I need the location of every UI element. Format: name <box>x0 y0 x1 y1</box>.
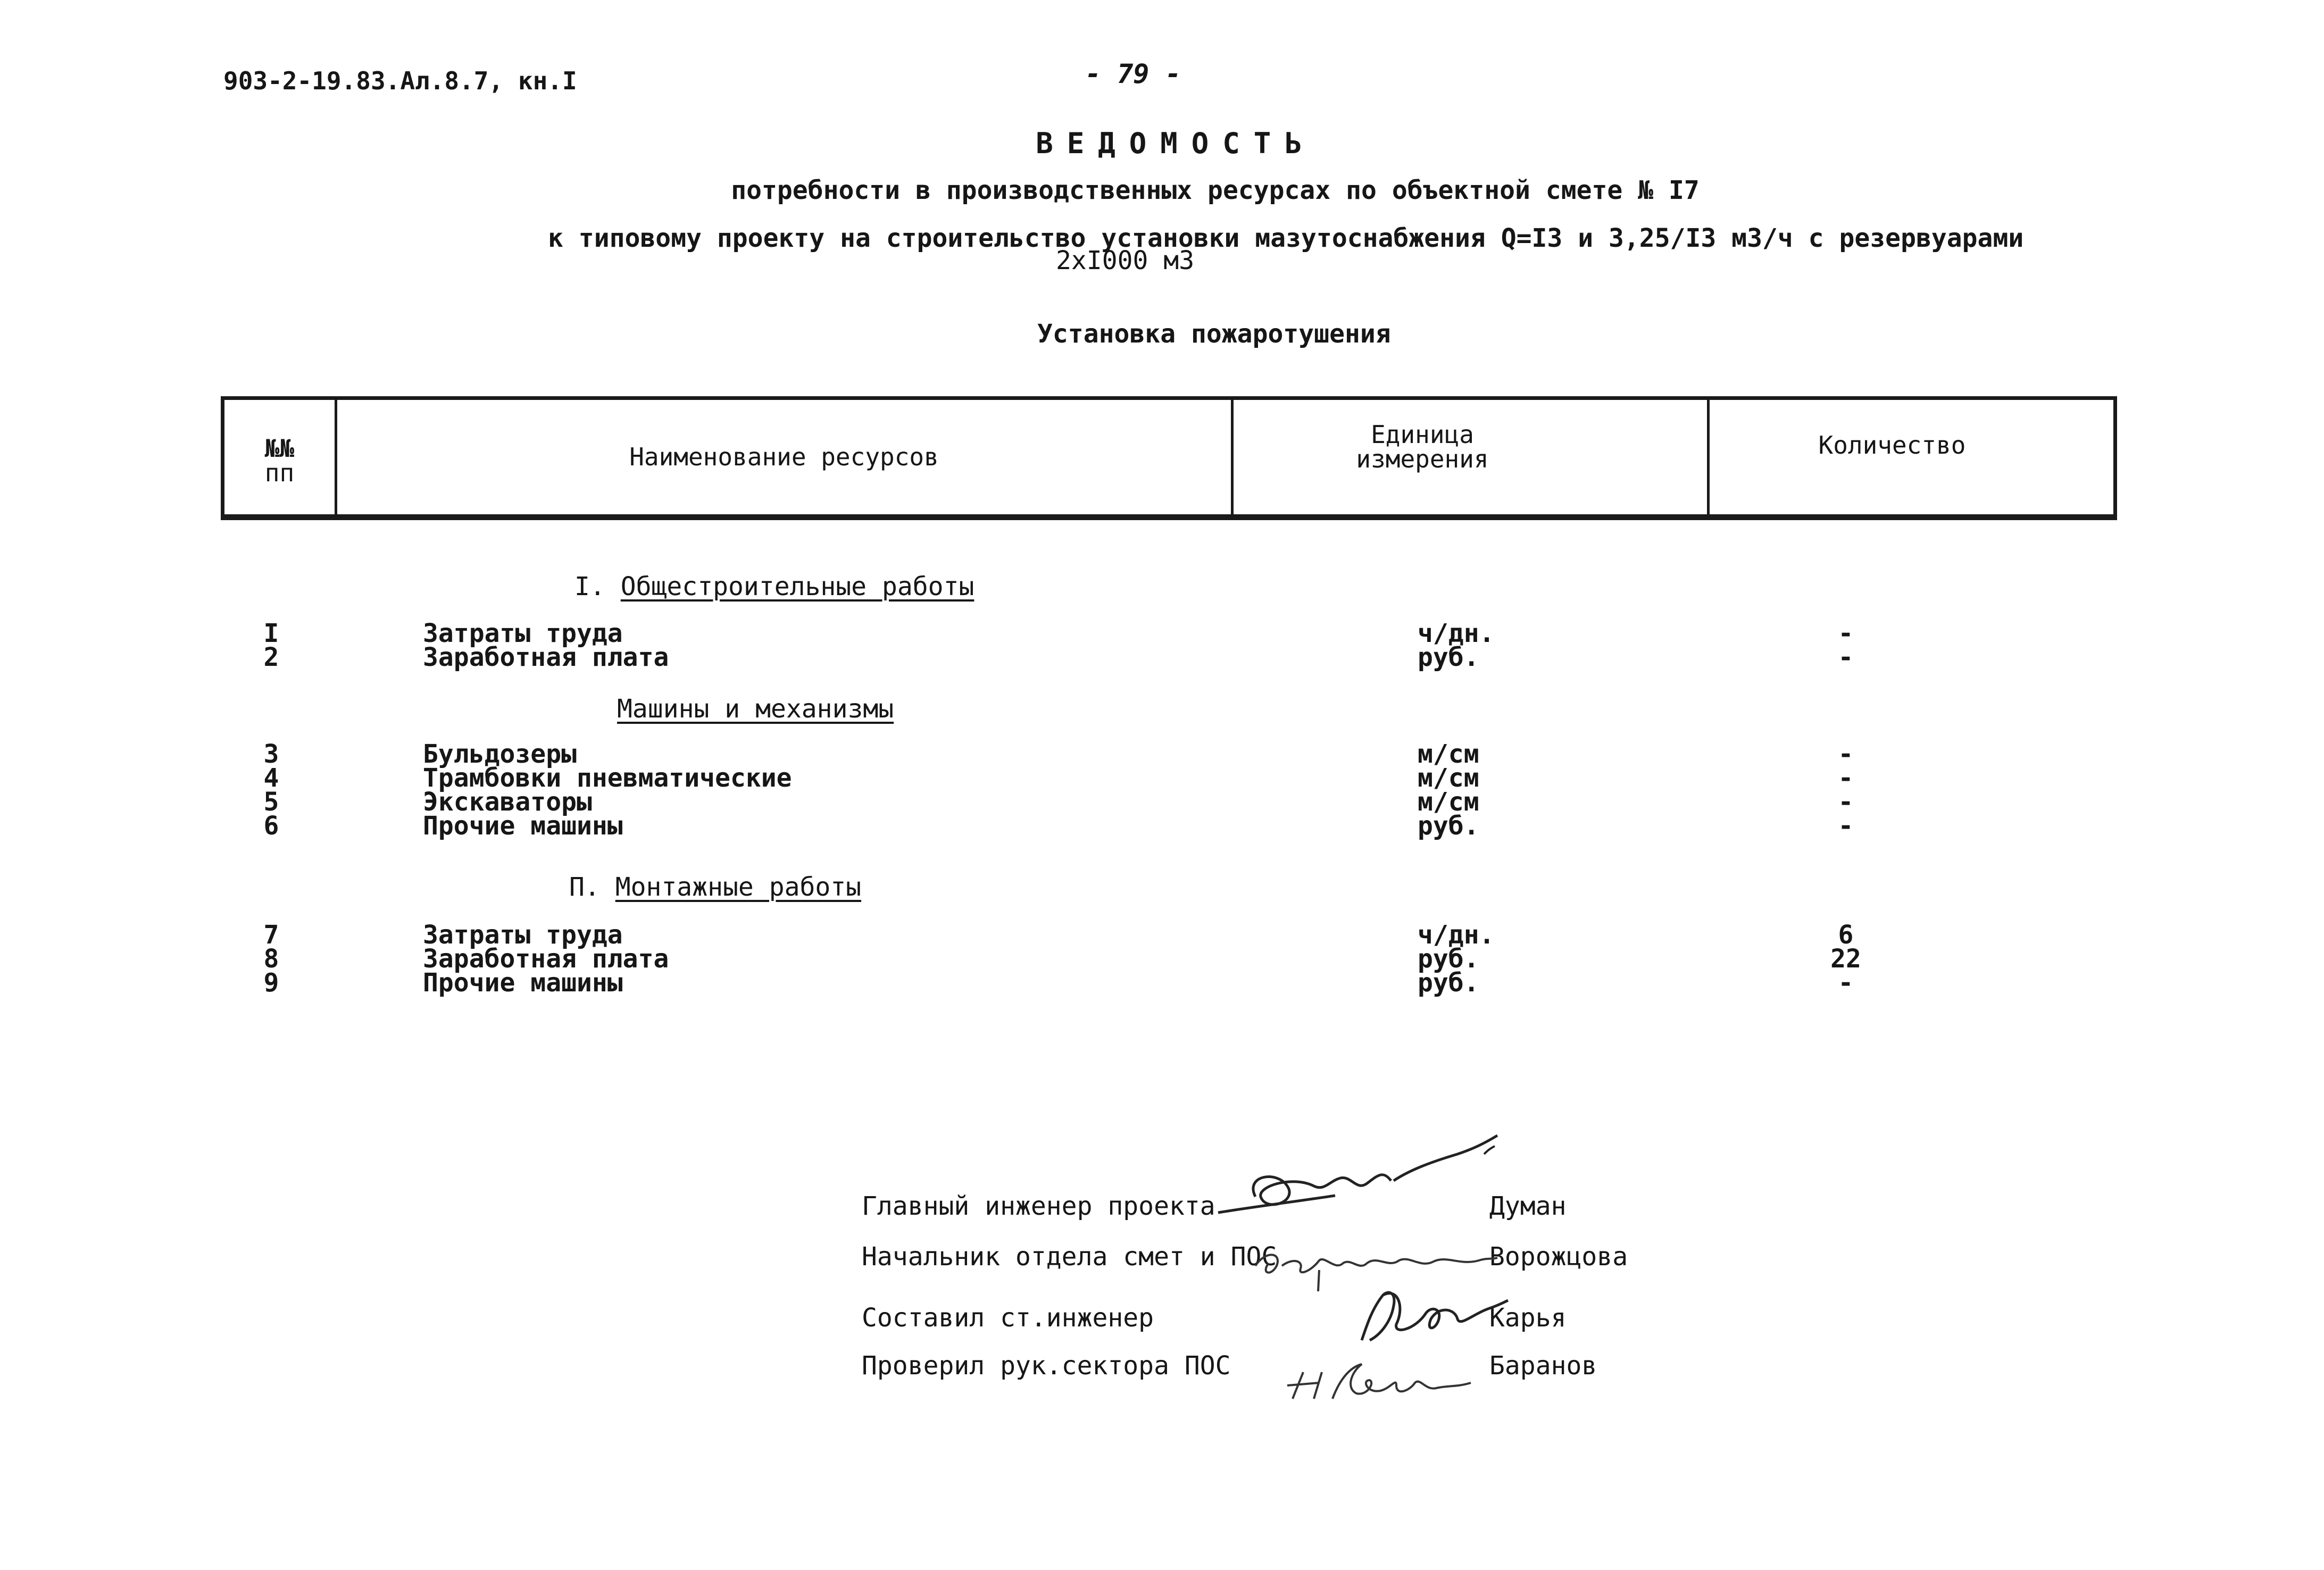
row-resource-name: Прочие машины <box>423 811 623 841</box>
section-name: Установка пожаротушения <box>1037 319 1391 349</box>
row-quantity: 22 <box>1830 944 1861 974</box>
row-resource-name: Заработная плата <box>423 642 669 672</box>
row-unit: руб. <box>1418 944 1479 974</box>
table-row <box>0 811 2324 841</box>
header-cell-unit <box>1234 400 1710 514</box>
row-unit: руб. <box>1418 811 1479 841</box>
row-quantity: - <box>1838 811 1854 841</box>
table-row <box>0 968 2324 998</box>
signature-role-chief-engineer: Главный инженер проекта <box>862 1191 1215 1221</box>
row-resource-name: Бульдозеры <box>423 739 577 769</box>
handwritten-signature-chief-engineer <box>1207 1133 1505 1229</box>
row-number: I <box>263 619 279 648</box>
row-number: 7 <box>263 920 279 950</box>
row-number: 4 <box>263 763 279 793</box>
row-unit: м/см <box>1418 763 1479 793</box>
signature-name-head-of-department: Ворожцова <box>1489 1242 1628 1272</box>
table-row <box>0 787 2324 817</box>
group-1-prefix: I. <box>574 572 605 602</box>
group-1-label: Общестроительные работы <box>620 572 974 602</box>
header-quantity-label: Количество <box>1818 431 1966 460</box>
row-resource-name: Трамбовки пневматические <box>423 763 792 793</box>
signature-name-chief-engineer: Думан <box>1489 1191 1567 1221</box>
header-number-line-2: пп <box>264 458 295 487</box>
row-resource-name: Затраты труда <box>423 920 623 950</box>
handwritten-signature-checked-by <box>1282 1340 1473 1409</box>
row-resource-name: Затраты труда <box>423 619 623 648</box>
signature-name-compiled-by: Карья <box>1489 1303 1567 1333</box>
row-quantity: 6 <box>1838 920 1854 950</box>
group-2-label: Монтажные работы <box>615 872 862 902</box>
row-resource-name: Прочие машины <box>423 968 623 998</box>
group-2-title <box>569 872 861 902</box>
row-quantity: - <box>1838 642 1854 672</box>
header-unit-line-1: Единица <box>1371 420 1474 449</box>
row-quantity: - <box>1838 739 1854 769</box>
row-unit: ч/дн. <box>1418 619 1495 648</box>
header-cell-name <box>337 400 1234 514</box>
row-quantity: - <box>1838 763 1854 793</box>
row-number: 3 <box>263 739 279 769</box>
table-row <box>0 642 2324 672</box>
table-header <box>221 396 2117 520</box>
row-unit: руб. <box>1418 642 1479 672</box>
group-1-subtitle <box>617 694 894 724</box>
row-unit: м/см <box>1418 739 1479 769</box>
row-number: 8 <box>263 944 279 974</box>
table-row <box>0 920 2324 950</box>
row-unit: руб. <box>1418 968 1479 998</box>
document-title: ВЕДОМОСТЬ <box>1036 127 1316 160</box>
row-resource-name: Экскаваторы <box>423 787 592 817</box>
header-cell-number <box>224 400 337 514</box>
table-row <box>0 621 2324 646</box>
subtitle-line-3: 2хI000 м3 <box>1056 246 1195 275</box>
group-2-prefix: П. <box>569 872 600 902</box>
header-cell-quantity <box>1710 400 2117 514</box>
page-number: - 79 - <box>1085 59 1181 89</box>
signature-role-compiled-by: Составил ст.инженер <box>862 1303 1154 1333</box>
group-1-sub-label: Машины и механизмы <box>617 694 894 724</box>
document-code: 903-2-19.83.Ал.8.7, кн.I <box>223 66 577 95</box>
row-number: 6 <box>263 811 279 841</box>
subtitle-line-1: потребности в производственных ресурсах по объектной смете № I7 <box>731 176 1700 205</box>
subtitle-line-2: к типовому проекту на строительство установки мазутоснабжения Q=I3 и 3,25/I3 м3/ч с резервуарами <box>548 223 2024 253</box>
table-row <box>0 944 2324 974</box>
signature-role-head-of-department: Начальник отдела смет и ПОС <box>862 1242 1277 1272</box>
row-unit: ч/дн. <box>1418 920 1495 950</box>
signature-name-checked-by: Баранов <box>1489 1351 1597 1381</box>
row-number: 9 <box>263 968 279 998</box>
header-name-label: Наименование ресурсов <box>629 442 939 471</box>
row-quantity: - <box>1838 619 1854 648</box>
group-1-title <box>574 572 974 602</box>
table-row <box>0 739 2324 769</box>
row-number: 2 <box>263 642 279 672</box>
handwritten-signature-compiled-by <box>1351 1276 1511 1351</box>
row-quantity: - <box>1838 968 1854 998</box>
row-unit: м/см <box>1418 787 1479 817</box>
table-row <box>0 763 2324 793</box>
row-quantity: - <box>1838 787 1854 817</box>
row-resource-name: Заработная плата <box>423 944 669 974</box>
header-unit-line-2: измерения <box>1356 445 1489 473</box>
header-number-line-1: №№ <box>264 434 295 463</box>
row-number: 5 <box>263 787 279 817</box>
signature-role-checked-by: Проверил рук.сектора ПОС <box>862 1351 1231 1381</box>
